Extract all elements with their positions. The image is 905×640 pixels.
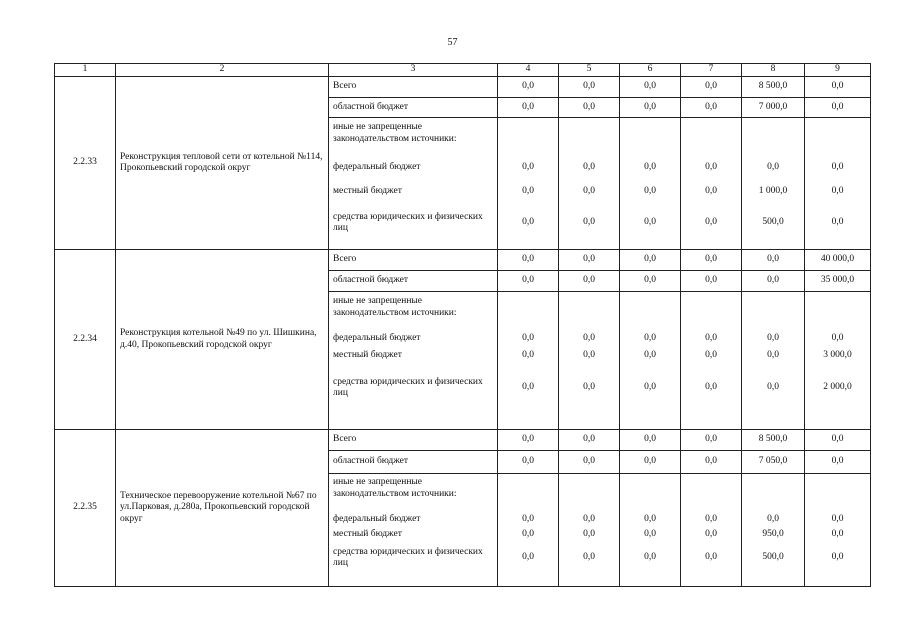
source-label-regional: областной бюджет xyxy=(329,451,498,474)
value-cell: 0,0 xyxy=(681,250,742,271)
value-column-block xyxy=(559,118,620,250)
value-cell xyxy=(742,477,804,513)
value-column-block xyxy=(805,118,871,250)
value-cell: 0,0 xyxy=(767,350,779,361)
value-cell: 0,0 xyxy=(805,77,871,98)
value-cell: 7 050,0 xyxy=(742,451,805,474)
value-cell: 0,0 xyxy=(831,514,844,525)
source-block xyxy=(329,118,498,250)
value-cell: 0,0 xyxy=(644,529,656,540)
source-label-local: местный бюджет xyxy=(333,350,402,361)
value-cell: 0,0 xyxy=(583,552,595,563)
value-cell xyxy=(620,122,680,158)
value-cell: 0,0 xyxy=(831,552,844,563)
project-code: 2.2.35 xyxy=(55,430,116,587)
header-cell: 1 xyxy=(55,64,116,77)
value-cell: 0,0 xyxy=(705,382,717,393)
value-cell xyxy=(559,477,619,513)
value-cell: 0,0 xyxy=(498,250,559,271)
source-label-total: Всего xyxy=(329,77,498,98)
value-cell: 0,0 xyxy=(620,430,681,451)
value-cell xyxy=(805,477,870,513)
value-cell: 0,0 xyxy=(583,161,595,172)
value-cell: 0,0 xyxy=(767,333,779,344)
source-label-legal: средства юридических и физических лиц xyxy=(333,376,483,398)
value-cell: 0,0 xyxy=(742,250,805,271)
value-cell: 0,0 xyxy=(705,217,717,228)
value-cell xyxy=(742,296,804,332)
source-label-legal: средства юридических и физических лиц xyxy=(333,546,483,568)
value-column-block xyxy=(498,474,559,587)
value-cell: 0,0 xyxy=(644,161,656,172)
value-column-block xyxy=(681,292,742,430)
header-row xyxy=(55,64,871,77)
value-column-block xyxy=(498,118,559,250)
value-cell: 0,0 xyxy=(644,217,656,228)
header-cell: 3 xyxy=(329,64,498,77)
value-cell: 0,0 xyxy=(831,529,844,540)
value-cell: 0,0 xyxy=(705,333,717,344)
source-label-federal: федеральный бюджет xyxy=(333,333,421,344)
value-column-block xyxy=(681,118,742,250)
value-cell: 0,0 xyxy=(805,98,871,118)
value-cell: 0,0 xyxy=(620,451,681,474)
value-cell: 0,0 xyxy=(522,333,534,344)
value-column-block xyxy=(559,474,620,587)
value-cell xyxy=(498,296,558,332)
value-cell: 0,0 xyxy=(644,186,656,197)
value-cell: 0,0 xyxy=(705,514,717,525)
value-cell: 0,0 xyxy=(498,451,559,474)
source-label-other: иные не запрещенные законодательством источники: xyxy=(333,296,457,318)
source-label-other: иные не запрещенные законодательством источники: xyxy=(333,122,457,144)
source-block xyxy=(329,292,498,430)
value-cell: 8 500,0 xyxy=(742,430,805,451)
value-cell: 0,0 xyxy=(522,161,534,172)
value-cell: 0,0 xyxy=(559,77,620,98)
value-cell: 0,0 xyxy=(831,333,844,344)
source-label-total: Всего xyxy=(329,250,498,271)
source-label-federal: федеральный бюджет xyxy=(333,161,421,172)
value-cell: 0,0 xyxy=(522,217,534,228)
page-number: 57 xyxy=(447,37,458,48)
value-cell xyxy=(742,122,804,158)
value-cell: 0,0 xyxy=(681,271,742,292)
value-cell: 0,0 xyxy=(742,271,805,292)
value-cell: 0,0 xyxy=(583,186,595,197)
table-row xyxy=(55,250,871,271)
value-cell: 0,0 xyxy=(681,430,742,451)
value-cell xyxy=(805,122,870,158)
header-cell: 4 xyxy=(498,64,559,77)
source-label-local: местный бюджет xyxy=(333,186,402,197)
funding-table xyxy=(54,63,871,587)
value-cell: 0,0 xyxy=(559,271,620,292)
value-cell: 0,0 xyxy=(620,250,681,271)
value-cell: 0,0 xyxy=(522,552,534,563)
value-cell xyxy=(681,477,741,513)
value-column-block xyxy=(620,474,681,587)
project-code: 2.2.34 xyxy=(55,250,116,430)
project-name: Техническое перевооружение котельной №67 по ул.Парковая, д.280а, Прокопьевский городской округ xyxy=(116,430,329,587)
value-cell: 0,0 xyxy=(831,217,844,228)
source-label-federal: федеральный бюджет xyxy=(333,514,421,525)
value-cell: 0,0 xyxy=(681,98,742,118)
value-cell: 0,0 xyxy=(620,98,681,118)
value-cell: 0,0 xyxy=(705,552,717,563)
value-cell xyxy=(681,122,741,158)
header-cell: 6 xyxy=(620,64,681,77)
source-label-other: иные не запрещенные законодательством источники: xyxy=(333,477,457,499)
value-cell: 8 500,0 xyxy=(742,77,805,98)
value-cell: 3 000,0 xyxy=(823,350,852,361)
value-cell: 0,0 xyxy=(559,98,620,118)
value-cell: 0,0 xyxy=(498,98,559,118)
value-cell: 0,0 xyxy=(583,529,595,540)
value-cell xyxy=(559,296,619,332)
value-cell: 0,0 xyxy=(559,430,620,451)
value-cell: 950,0 xyxy=(762,529,784,540)
value-cell: 0,0 xyxy=(644,552,656,563)
value-cell: 0,0 xyxy=(705,350,717,361)
value-cell: 0,0 xyxy=(498,77,559,98)
value-cell xyxy=(620,296,680,332)
value-cell xyxy=(559,122,619,158)
source-label-local: местный бюджет xyxy=(333,529,402,540)
source-label-regional: областной бюджет xyxy=(329,271,498,292)
value-cell: 0,0 xyxy=(559,451,620,474)
value-cell: 0,0 xyxy=(498,271,559,292)
value-cell xyxy=(498,122,558,158)
value-cell: 7 000,0 xyxy=(742,98,805,118)
value-cell: 500,0 xyxy=(762,552,784,563)
value-column-block xyxy=(742,292,805,430)
value-cell: 0,0 xyxy=(644,382,656,393)
value-cell: 0,0 xyxy=(644,333,656,344)
value-cell: 40 000,0 xyxy=(805,250,871,271)
value-column-block xyxy=(620,292,681,430)
value-cell: 0,0 xyxy=(681,77,742,98)
value-column-block xyxy=(620,118,681,250)
value-cell: 0,0 xyxy=(705,161,717,172)
source-block xyxy=(329,474,498,587)
value-cell: 0,0 xyxy=(644,514,656,525)
value-column-block xyxy=(742,118,805,250)
value-column-block xyxy=(742,474,805,587)
project-name: Реконструкция котельной №49 по ул. Шишкина, д.40, Прокопьевский городской округ xyxy=(116,250,329,430)
value-cell: 0,0 xyxy=(583,333,595,344)
value-cell: 0,0 xyxy=(767,161,779,172)
value-cell: 0,0 xyxy=(522,514,534,525)
value-cell xyxy=(620,477,680,513)
value-column-block xyxy=(805,292,871,430)
value-cell: 0,0 xyxy=(805,430,871,451)
value-cell: 0,0 xyxy=(681,451,742,474)
header-cell: 8 xyxy=(742,64,805,77)
project-code: 2.2.33 xyxy=(55,77,116,250)
value-column-block xyxy=(681,474,742,587)
header-cell: 5 xyxy=(559,64,620,77)
value-cell: 0,0 xyxy=(583,217,595,228)
value-cell: 0,0 xyxy=(620,77,681,98)
value-cell: 35 000,0 xyxy=(805,271,871,292)
value-cell: 0,0 xyxy=(498,430,559,451)
value-cell xyxy=(498,477,558,513)
value-column-block xyxy=(559,292,620,430)
header-cell: 2 xyxy=(116,64,329,77)
value-cell: 0,0 xyxy=(705,186,717,197)
value-cell: 0,0 xyxy=(767,514,779,525)
value-cell: 2 000,0 xyxy=(823,382,852,393)
value-cell: 0,0 xyxy=(805,451,871,474)
table-row xyxy=(55,77,871,98)
project-name: Реконструкция тепловой сети от котельной №114, Прокопьевский городской округ xyxy=(116,77,329,250)
header-cell: 9 xyxy=(805,64,871,77)
value-cell: 0,0 xyxy=(831,161,844,172)
source-label-total: Всего xyxy=(329,430,498,451)
value-cell: 0,0 xyxy=(522,186,534,197)
source-label-regional: областной бюджет xyxy=(329,98,498,118)
value-cell: 500,0 xyxy=(762,217,784,228)
value-cell: 0,0 xyxy=(559,250,620,271)
source-label-legal: средства юридических и физических лиц xyxy=(333,211,483,233)
value-cell: 0,0 xyxy=(831,186,844,197)
value-cell: 0,0 xyxy=(583,350,595,361)
value-cell: 0,0 xyxy=(620,271,681,292)
value-column-block xyxy=(498,292,559,430)
value-cell xyxy=(805,296,870,332)
value-cell: 0,0 xyxy=(522,350,534,361)
value-cell: 0,0 xyxy=(583,382,595,393)
value-cell xyxy=(681,296,741,332)
value-cell: 0,0 xyxy=(705,529,717,540)
header-cell: 7 xyxy=(681,64,742,77)
value-cell: 0,0 xyxy=(644,350,656,361)
value-cell: 0,0 xyxy=(767,382,779,393)
value-cell: 1 000,0 xyxy=(758,186,788,197)
value-cell: 0,0 xyxy=(522,382,534,393)
table-row xyxy=(55,430,871,451)
value-cell: 0,0 xyxy=(522,529,534,540)
value-column-block xyxy=(805,474,871,587)
value-cell: 0,0 xyxy=(583,514,595,525)
